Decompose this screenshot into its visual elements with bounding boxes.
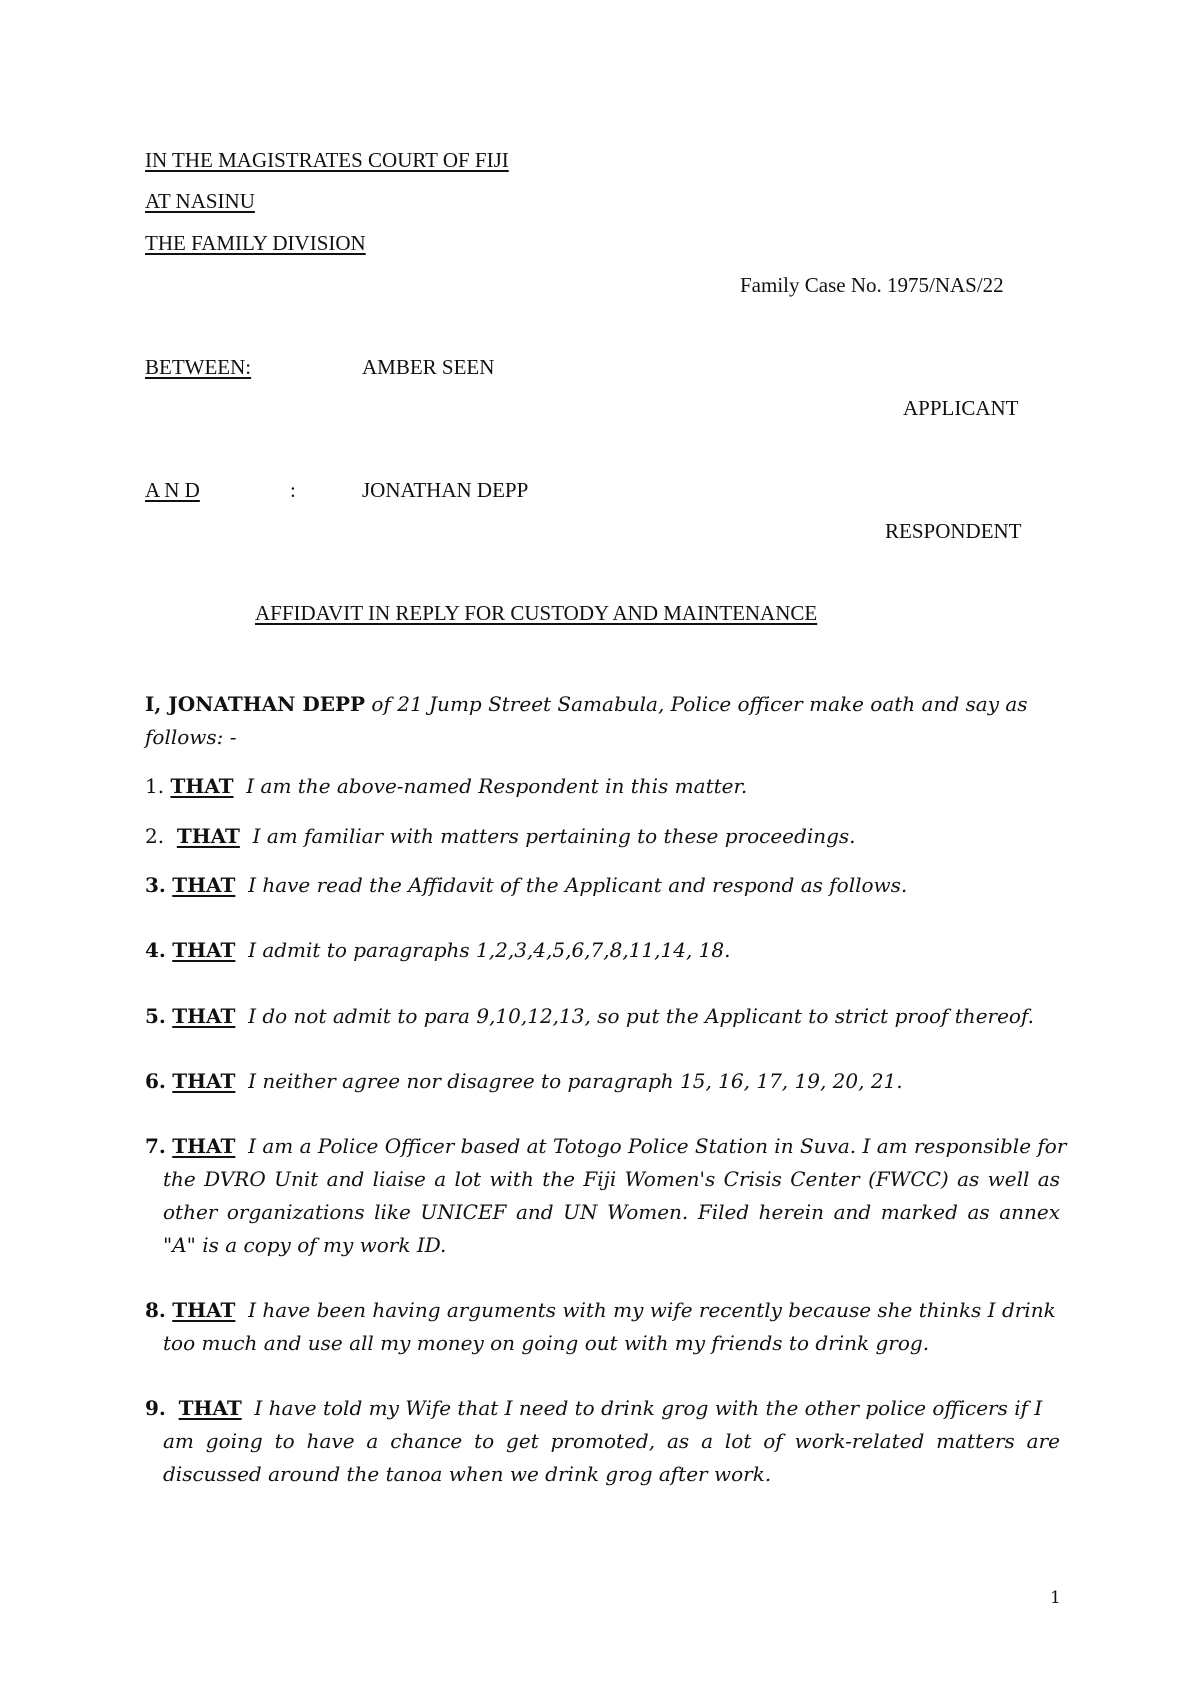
paragraph-text-first-line: I have been having arguments with my wife recently because she thinks I drink — [248, 1298, 1056, 1322]
paragraph-number: 6. — [145, 1069, 166, 1093]
paragraph-4 — [145, 934, 1060, 967]
and-label: A N D — [145, 478, 200, 502]
paragraph-5 — [145, 1000, 1060, 1033]
that-keyword: THAT — [172, 873, 236, 897]
paragraph-3 — [145, 869, 1060, 902]
intro-paragraph — [145, 688, 1060, 754]
applicant-name: AMBER SEEN — [362, 355, 495, 379]
that-keyword: THAT — [172, 1298, 236, 1322]
affidavit-title: AFFIDAVIT IN REPLY FOR CUSTODY AND MAINTENANCE — [255, 601, 818, 625]
paragraph-text: I do not admit to para 9,10,12,13, so put the Applicant to strict proof thereof. — [248, 1004, 1035, 1028]
respondent-name: JONATHAN DEPP — [362, 478, 529, 502]
paragraph-text-first-line: I am a Police Officer based at Totogo Police Station in Suva. I am responsible for — [248, 1134, 1067, 1158]
paragraph-text-continued: am going to have a chance to get promoted, as a lot of work-related matters are discussed around the tanoa when we drink grog after work. — [163, 1429, 1060, 1486]
paragraph-number: 4. — [145, 938, 166, 962]
paragraph-text: I have read the Affidavit of the Applicant and respond as follows. — [248, 873, 908, 897]
page-number: 1 — [1050, 1588, 1061, 1608]
paragraph-number: 9. — [145, 1396, 166, 1420]
paragraph-number: 1. — [145, 774, 165, 798]
court-location: AT NASINU — [145, 189, 255, 213]
paragraph-1 — [145, 770, 1060, 803]
paragraph-8 — [145, 1294, 1060, 1360]
deponent-name: I, JONATHAN DEPP — [145, 692, 366, 716]
paragraph-number: 8. — [145, 1298, 166, 1322]
case-number: Family Case No. 1975/NAS/22 — [740, 273, 1004, 297]
intro-text-line2: follows: - — [145, 725, 237, 749]
paragraph-6 — [145, 1065, 1060, 1098]
applicant-role: APPLICANT — [903, 396, 1019, 420]
between-label: BETWEEN: — [145, 355, 252, 379]
paragraph-text: I am the above-named Respondent in this matter. — [246, 774, 748, 798]
that-keyword: THAT — [176, 824, 240, 848]
that-keyword: THAT — [172, 1069, 236, 1093]
respondent-role: RESPONDENT — [885, 519, 1022, 543]
paragraph-text: I neither agree nor disagree to paragraph 15, 16, 17, 19, 20, 21. — [248, 1069, 903, 1093]
court-division: THE FAMILY DIVISION — [145, 231, 366, 255]
paragraph-number: 7. — [145, 1134, 166, 1158]
court-name: IN THE MAGISTRATES COURT OF FIJI — [145, 148, 509, 172]
that-keyword: THAT — [178, 1396, 242, 1420]
intro-text-line1: of 21 Jump Street Samabula, Police officer make oath and say as — [365, 692, 1028, 716]
paragraph-number: 3. — [145, 873, 166, 897]
paragraph-text-continued: too much and use all my money on going out with my friends to drink grog. — [163, 1331, 930, 1355]
paragraph-number: 5. — [145, 1004, 166, 1028]
paragraph-number: 2. — [145, 824, 165, 848]
that-keyword: THAT — [172, 938, 236, 962]
paragraph-text-first-line: I have told my Wife that I need to drink grog with the other police officers if I — [254, 1396, 1043, 1420]
paragraph-9 — [145, 1392, 1060, 1491]
paragraph-2 — [145, 820, 1060, 853]
and-colon: : — [290, 478, 296, 502]
paragraph-text-continued: the DVRO Unit and liaise a lot with the Fiji Women's Crisis Center (FWCC) as well as other organizations like UNICEF and UN Women. Filed herein and marked as annex "A" is a copy of my work ID. — [163, 1167, 1060, 1257]
that-keyword: THAT — [172, 1004, 236, 1028]
that-keyword: THAT — [170, 774, 234, 798]
paragraph-7 — [145, 1130, 1067, 1262]
paragraph-text: I admit to paragraphs 1,2,3,4,5,6,7,8,11,14, 18. — [248, 938, 731, 962]
that-keyword: THAT — [172, 1134, 236, 1158]
paragraph-text: I am familiar with matters pertaining to these proceedings. — [252, 824, 856, 848]
